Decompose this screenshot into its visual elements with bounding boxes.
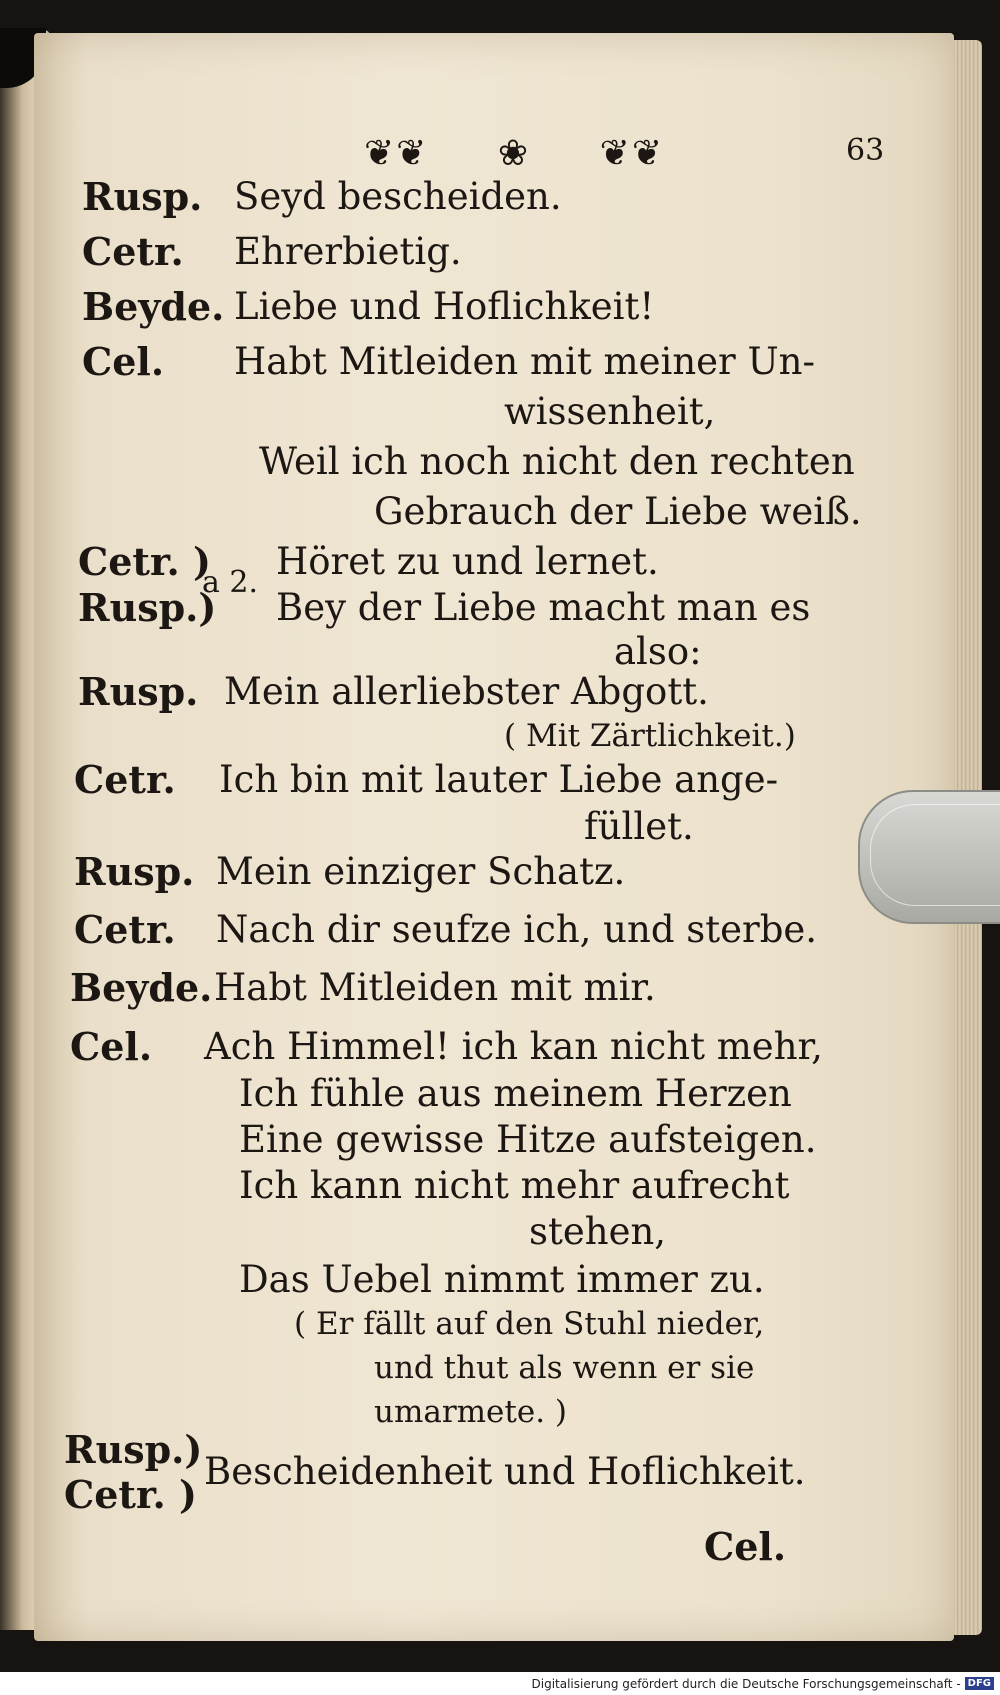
- catchword: Cel.: [704, 1524, 787, 1569]
- digitization-footer: [0, 1672, 1000, 1695]
- speaker-rusp: Rusp.: [78, 669, 199, 714]
- speaker-cetr-bracket: Cetr. ): [78, 539, 211, 584]
- dialogue-line: Gebrauch der Liebe weiß.: [374, 490, 862, 533]
- page-clip-highlight: [870, 804, 1000, 906]
- dialogue-line: wissenheit,: [504, 390, 716, 433]
- dialogue-line: Habt Mitleiden mit mir.: [214, 966, 656, 1009]
- dialogue-line: Ich kann nicht mehr aufrecht: [239, 1164, 790, 1207]
- dialogue-line: Das Uebel nimmt immer zu.: [239, 1258, 765, 1301]
- dialogue-line: stehen,: [529, 1210, 667, 1253]
- speaker-beyde: Beyde.: [70, 965, 213, 1010]
- dialogue-line: Eine gewisse Hitze aufsteigen.: [239, 1118, 817, 1161]
- dialogue-line: Habt Mitleiden mit meiner Un-: [234, 340, 816, 383]
- dfg-logo: DFG: [965, 1677, 994, 1690]
- dialogue-line: Bescheidenheit und Hoflichkeit.: [204, 1450, 806, 1493]
- page-number: 63: [846, 133, 885, 168]
- speaker-cetr: Cetr.: [74, 757, 176, 802]
- speaker-rusp-bracket: Rusp.): [64, 1427, 203, 1472]
- dialogue-line: Seyd bescheiden.: [234, 175, 562, 218]
- a2-marker: a 2.: [202, 565, 259, 600]
- footer-text: Digitalisierung gefördert durch die Deutsche Forschungsgemeinschaft -: [531, 1676, 961, 1691]
- dialogue-line: Ich fühle aus meinem Herzen: [239, 1072, 792, 1115]
- ornament-left: ❦❦: [364, 132, 429, 174]
- dialogue-line: Weil ich noch nicht den rechten: [259, 440, 855, 483]
- dialogue-line: Nach dir seufze ich, und sterbe.: [216, 908, 818, 951]
- speaker-cetr: Cetr.: [82, 229, 184, 274]
- speaker-beyde: Beyde.: [82, 284, 225, 329]
- dialogue-line: also:: [614, 630, 702, 673]
- dialogue-line: füllet.: [584, 805, 694, 848]
- speaker-cel: Cel.: [82, 339, 165, 384]
- header-ornament: [364, 128, 664, 178]
- dialogue-line: Ehrerbietig.: [234, 230, 462, 273]
- dialogue-line: Höret zu und lernet.: [276, 540, 659, 583]
- stage-direction: ( Er fällt auf den Stuhl nieder,: [294, 1306, 765, 1342]
- dialogue-line: Bey der Liebe macht man es: [276, 586, 811, 629]
- speaker-rusp: Rusp.: [74, 849, 195, 894]
- stage-direction: ( Mit Zärtlichkeit.): [504, 718, 796, 754]
- speaker-cel: Cel.: [70, 1024, 153, 1069]
- dialogue-line: Ich bin mit lauter Liebe ange-: [219, 758, 779, 801]
- ornament-right: ❦❦: [599, 132, 664, 174]
- dialogue-line: Mein allerliebster Abgott.: [224, 670, 709, 713]
- book-page: [34, 33, 954, 1641]
- speaker-rusp: Rusp.: [82, 174, 203, 219]
- dialogue-line: Ach Himmel! ich kan nicht mehr,: [204, 1025, 823, 1068]
- ornament-center: ❀: [497, 132, 531, 174]
- stage-direction: und thut als wenn er sie: [374, 1350, 755, 1386]
- speaker-cetr-bracket: Cetr. ): [64, 1472, 197, 1517]
- dialogue-line: Mein einziger Schatz.: [216, 850, 626, 893]
- dialogue-line: Liebe und Hoflichkeit!: [234, 285, 655, 328]
- stage-direction: umarmete. ): [374, 1394, 568, 1430]
- speaker-cetr: Cetr.: [74, 907, 176, 952]
- speaker-rusp-bracket: Rusp.): [78, 585, 217, 630]
